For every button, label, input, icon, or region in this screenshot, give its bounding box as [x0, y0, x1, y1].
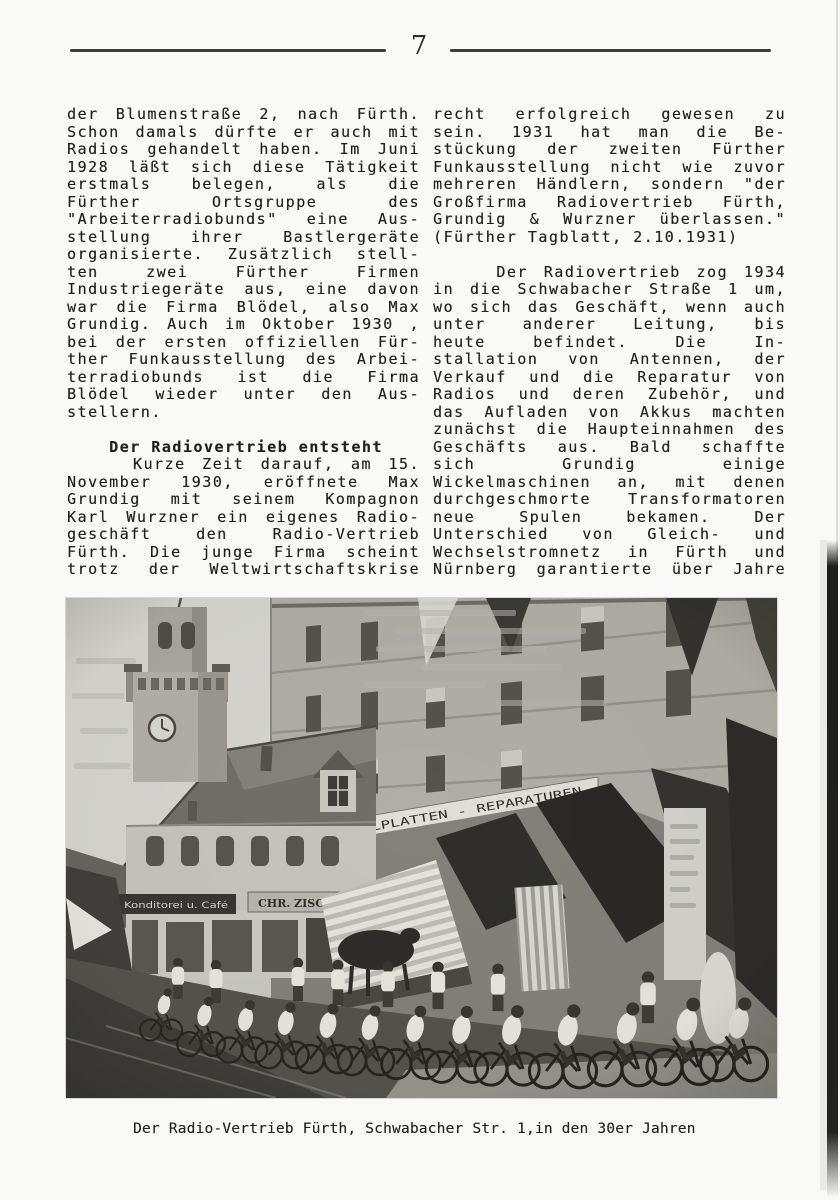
text-line: mehreren Händlern, sondern "der [433, 175, 786, 193]
text-line: neue Spulen bekamen. Der [433, 507, 786, 526]
paragraph [433, 106, 786, 246]
text-line: Unterschied von Gleich- und [433, 525, 786, 543]
text-line: Verkauf und die Reparatur von [433, 367, 786, 386]
text-line: das Aufladen von Akkus machten [433, 402, 786, 421]
text-line: Fürther Ortsgruppe des [67, 192, 420, 211]
text-line: Kurze Zeit darauf, am 15. [67, 455, 420, 473]
text-line: unter anderer Leitung, bis [433, 315, 786, 333]
text-line: Grundig mit seinem Kompagnon [67, 490, 420, 508]
text-line: sich Grundig einige [433, 455, 786, 473]
text-line: war die Firma Blödel, also Max [67, 297, 420, 316]
text-line: Nürnberg garantierte über Jahre [433, 560, 786, 578]
photo-illustration [66, 598, 777, 1098]
paragraph [433, 264, 786, 579]
paragraph [67, 106, 420, 421]
text-line: trotz der Weltwirtschaftskrise [67, 560, 420, 578]
text-line: wo sich das Geschäft, wenn auch [433, 297, 786, 316]
section-heading [67, 439, 420, 457]
text-line: in die Schwabacher Straße 1 um, [433, 280, 786, 298]
text-line: erstmals belegen, als die [67, 175, 420, 193]
text-line: stallation von Antennen, der [433, 350, 786, 368]
page-number: 7 [410, 31, 428, 61]
text-line: ten zwei Fürther Firmen [67, 262, 420, 281]
text-line: Großfirma Radiovertrieb Fürth, [433, 192, 786, 211]
text-line: Funkausstellung nicht wie zuvor [433, 157, 786, 176]
text-column-left [67, 106, 420, 579]
street-photograph [66, 598, 777, 1098]
text-line: recht erfolgreich gewesen zu [433, 105, 786, 123]
text-line: (Fürther Tagblatt, 2.10.1931) [433, 227, 739, 246]
text-line: Karl Wurzner ein eigenes Radio- [67, 507, 420, 526]
scan-artifact-right-soft [820, 540, 827, 1190]
text-line: Fürth. Die junge Firma scheint [67, 542, 420, 561]
text-line: ther Funkausstellung des Arbei- [67, 350, 420, 368]
text-line: stellern. [67, 402, 162, 421]
text-line: Radios gehandelt haben. Im Juni [67, 140, 420, 158]
text-line: Geschäfts aus. Bald schaffte [433, 437, 786, 456]
text-line: stückung der zweiten Fürther [433, 140, 786, 158]
text-line: Grundig. Auch im Oktober 1930 , [67, 315, 420, 333]
text-line: heute befindet. Die In- [433, 332, 786, 351]
text-line: Radios und deren Zubehör, und [433, 385, 786, 403]
photo-vignette [66, 598, 777, 1098]
text-line: bei der ersten offiziellen Für- [67, 332, 420, 351]
scan-artifact-right-line [836, 0, 838, 560]
text-line: terradiobunds ist die Firma [67, 367, 420, 386]
text-line: geschäft den Radio-Vertrieb [67, 525, 420, 543]
text-line: stellung ihrer Bastlergeräte [67, 227, 420, 246]
text-line: Wickelmaschinen an, mit denen [433, 472, 786, 491]
header-rule-right [450, 49, 771, 52]
text-line: durchgeschmorte Transformatoren [433, 490, 786, 508]
text-line: Der Radiovertrieb zog 1934 [433, 262, 786, 281]
text-line: Industriegeräte aus, eine davon [67, 280, 420, 298]
text-column-right [433, 106, 786, 579]
text-line: Blödel wieder unter den Aus- [67, 385, 420, 403]
header-rule-left [70, 49, 386, 52]
paragraph [67, 456, 420, 579]
text-line: November 1930, eröffnete Max [67, 472, 420, 491]
text-line: sein. 1931 hat man die Be- [433, 122, 786, 141]
text-line: Der Radiovertrieb entsteht [67, 437, 383, 456]
text-line: der Blumenstraße 2, nach Fürth. [67, 105, 420, 123]
text-line: 1928 läßt sich diese Tätigkeit [67, 157, 420, 176]
text-line: Schon damals dürfte er auch mit [67, 122, 420, 141]
text-line: Grundig & Wurzner überlassen." [433, 210, 786, 228]
text-line: "Arbeiterradiobunds" eine Aus- [67, 210, 420, 228]
text-line: zunächst die Haupteinnahmen des [433, 420, 786, 438]
text-line: Wechselstromnetz in Fürth und [433, 542, 786, 561]
photo-caption: Der Radio-Vertrieb Fürth, Schwabacher Str. 1,in den 30er Jahren [133, 1121, 696, 1137]
text-line: organisierte. Zusätzlich stell- [67, 245, 420, 263]
scan-artifact-right-bar [827, 540, 838, 1198]
